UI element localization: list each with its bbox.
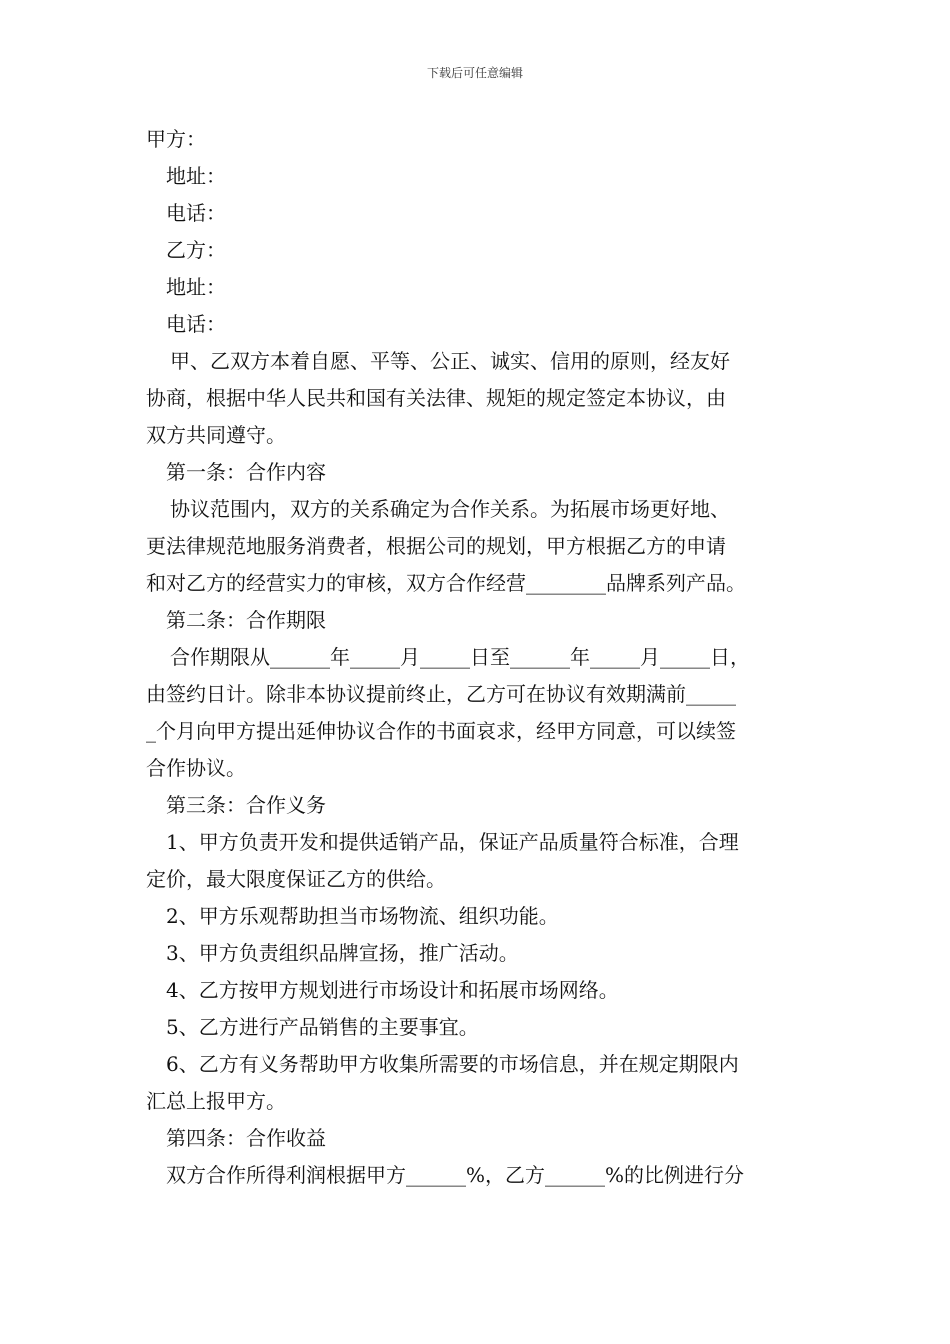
text-line: 3、甲方负责组织品牌宣扬，推广活动。: [166, 941, 519, 965]
text-line: 汇总上报甲方。: [146, 1089, 286, 1113]
text-line: 双方共同遵守。: [146, 423, 286, 447]
text-line: 双方合作所得利润根据甲方______%，乙方______%的比例进行分: [166, 1163, 745, 1187]
text-line: 第一条：合作内容: [166, 460, 326, 484]
text-line: 协商，根据中华人民共和国有关法律、规矩的规定签定本协议，由: [146, 386, 726, 410]
page-header-note: 下载后可任意编辑: [426, 66, 523, 80]
text-line: 电话：: [166, 312, 226, 336]
text-line: 2、甲方乐观帮助担当市场物流、组织功能。: [166, 904, 559, 928]
text-line: 合作协议。: [146, 756, 246, 780]
text-line: 电话：: [166, 201, 226, 225]
text-line: 甲、乙双方本着自愿、平等、公正、诚实、信用的原则，经友好: [170, 349, 730, 373]
contract-body: [146, 121, 816, 1194]
text-line: 定价，最大限度保证乙方的供给。: [146, 867, 446, 891]
text-line: 协议范围内，双方的关系确定为合作关系。为拓展市场更好地、: [170, 497, 730, 521]
text-line: 甲方：: [146, 127, 206, 151]
text-line: 第三条：合作义务: [166, 793, 326, 817]
text-line: 地址：: [166, 275, 226, 299]
text-line: 第二条：合作期限: [166, 608, 326, 632]
text-line: 地址：: [166, 164, 226, 188]
text-line: _个月向甲方提出延伸协议合作的书面哀求，经甲方同意，可以续签: [146, 719, 736, 743]
text-line: 合作期限从______年_____月_____日至______年_____月_____日，: [170, 645, 750, 669]
text-line: 更法律规范地服务消费者，根据公司的规划，甲方根据乙方的申请: [146, 534, 726, 558]
text-line: 5、乙方进行产品销售的主要事宜。: [166, 1015, 479, 1039]
text-line: 由签约日计。除非本协议提前终止，乙方可在协议有效期满前_____: [146, 682, 736, 706]
text-line: 1、甲方负责开发和提供适销产品，保证产品质量符合标准，合理: [166, 830, 739, 854]
text-line: 6、乙方有义务帮助甲方收集所需要的市场信息，并在规定期限内: [166, 1052, 739, 1076]
text-line: 和对乙方的经营实力的审核，双方合作经营________品牌系列产品。: [146, 571, 746, 595]
text-line: 乙方：: [166, 238, 226, 262]
text-line: 第四条：合作收益: [166, 1126, 326, 1150]
text-line: 4、乙方按甲方规划进行市场设计和拓展市场网络。: [166, 978, 619, 1002]
